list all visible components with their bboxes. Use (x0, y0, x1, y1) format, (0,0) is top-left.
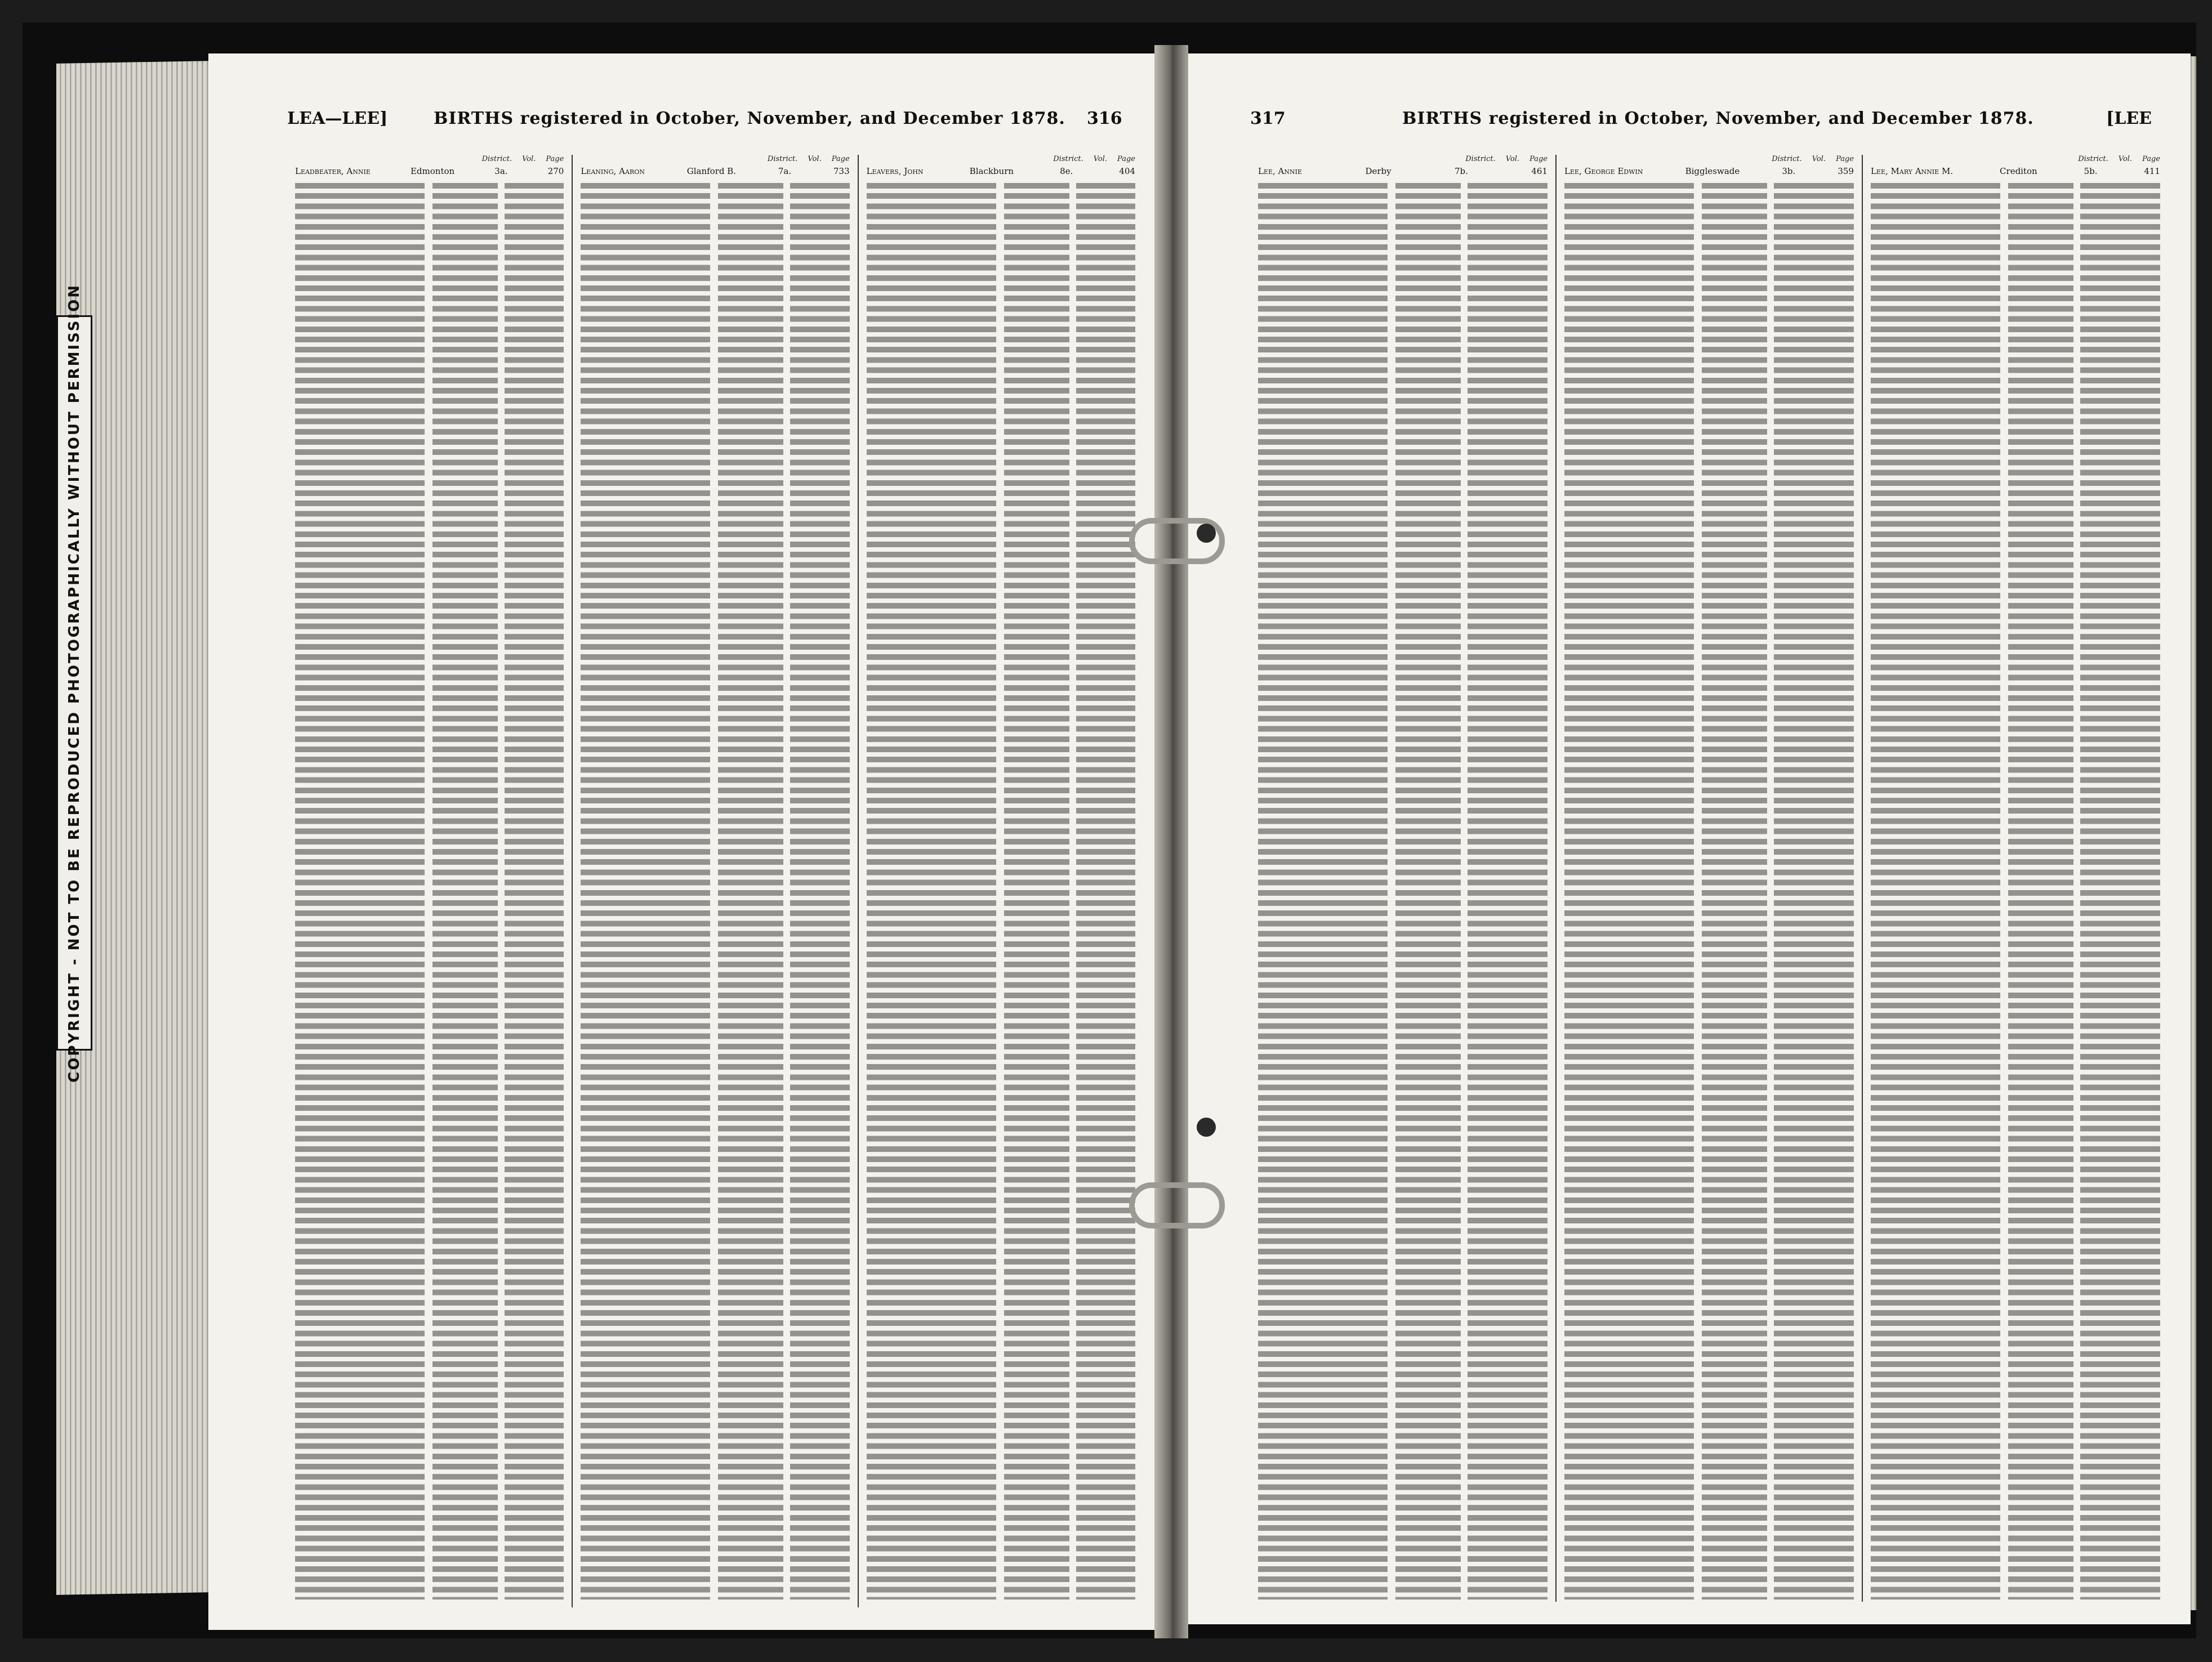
right-column-2 (1557, 155, 1863, 1602)
entry-vol: 7b. (1455, 166, 1468, 176)
entry-vol: 5b. (2084, 166, 2098, 176)
entry-page: 359 (1838, 166, 1854, 176)
binder-ring-bottom (1129, 1182, 1225, 1228)
left-page (208, 53, 1166, 1630)
vol-header: Vol. (522, 155, 536, 163)
left-column-2 (573, 155, 858, 1607)
page-header: Page (831, 155, 850, 163)
entry-row (867, 166, 1135, 176)
book-gutter (1154, 45, 1188, 1638)
column-header (1258, 155, 1547, 166)
entry-page: 461 (1531, 166, 1547, 176)
entry-row (1871, 166, 2160, 176)
entry-name: Leaning, Aaron (581, 166, 645, 176)
left-page-title: BIRTHS registered in October, November, and December 1878. (434, 109, 1065, 128)
column-header (1564, 155, 1854, 166)
entry-vol: 3b. (1782, 166, 1796, 176)
entry-lines (1564, 181, 1854, 1600)
entry-lines (1871, 181, 2160, 1600)
column-header (581, 155, 849, 166)
entry-name: Lee, Mary Annie M. (1871, 166, 1954, 176)
right-column-3 (1863, 155, 2168, 1602)
right-column-1 (1250, 155, 1557, 1602)
page-header: Page (1117, 155, 1135, 163)
entry-vol: 7a. (778, 166, 792, 176)
right-columns (1250, 155, 2168, 1602)
page-header: Page (1836, 155, 1854, 163)
copyright-strip (56, 283, 92, 1083)
punch-hole-bottom (1197, 1118, 1216, 1137)
entry-district: Derby (1365, 166, 1392, 176)
entry-page: 411 (2144, 166, 2160, 176)
entry-district: Edmonton (410, 166, 455, 176)
column-header (1871, 155, 2160, 166)
right-page-number: 317 (1250, 109, 1286, 128)
entry-row (1564, 166, 1854, 176)
vol-header: Vol. (808, 155, 822, 163)
column-header (867, 155, 1135, 166)
right-index-key: [LEE (2106, 109, 2152, 128)
open-register-book (23, 23, 2196, 1638)
entry-row (581, 166, 849, 176)
vol-header: Vol. (2118, 155, 2133, 163)
entry-name: Lee, Annie (1258, 166, 1303, 176)
entry-row (1258, 166, 1547, 176)
entry-name: Leavers, John (866, 166, 924, 176)
entry-name: Lee, George Edwin (1564, 166, 1643, 176)
vol-header: Vol. (1093, 155, 1108, 163)
entry-district: Crediton (2000, 166, 2037, 176)
page-header: Page (2142, 155, 2160, 163)
left-columns (287, 155, 1143, 1607)
entry-name: Leadbeater, Annie (295, 166, 371, 176)
column-header (295, 155, 564, 166)
entry-row (295, 166, 564, 176)
entry-lines (1258, 181, 1547, 1600)
entry-page: 733 (833, 166, 850, 176)
district-header: District. (767, 155, 798, 163)
copyright-text: COPYRIGHT - NOT TO BE REPRODUCED PHOTOGRAPHICALLY WITHOUT PERMISSION (66, 283, 83, 1083)
entry-district: Glanford B. (686, 166, 737, 176)
district-header: District. (1465, 155, 1496, 163)
district-header: District. (1772, 155, 1802, 163)
district-header: District. (481, 155, 512, 163)
entry-district: Blackburn (969, 166, 1014, 176)
entry-lines (295, 181, 564, 1600)
left-page-number: 316 (1087, 109, 1122, 128)
vol-header: Vol. (1812, 155, 1826, 163)
entry-vol: 8e. (1060, 166, 1073, 176)
page-header: Page (546, 155, 564, 163)
entry-lines (581, 181, 849, 1600)
entry-lines (867, 181, 1135, 1600)
district-header: District. (1053, 155, 1083, 163)
vol-header: Vol. (1505, 155, 1520, 163)
left-index-key: LEA—LEE] (287, 109, 388, 128)
page-header: Page (1529, 155, 1547, 163)
district-header: District. (2078, 155, 2108, 163)
entry-district: Biggleswade (1685, 166, 1740, 176)
entry-page: 404 (1119, 166, 1135, 176)
left-column-1 (287, 155, 573, 1607)
right-page (1177, 53, 2191, 1624)
entry-page: 270 (547, 166, 564, 176)
left-column-3 (859, 155, 1143, 1607)
punch-hole-top (1197, 524, 1216, 543)
entry-vol: 3a. (494, 166, 508, 176)
right-page-title: BIRTHS registered in October, November, and December 1878. (1402, 109, 2034, 128)
